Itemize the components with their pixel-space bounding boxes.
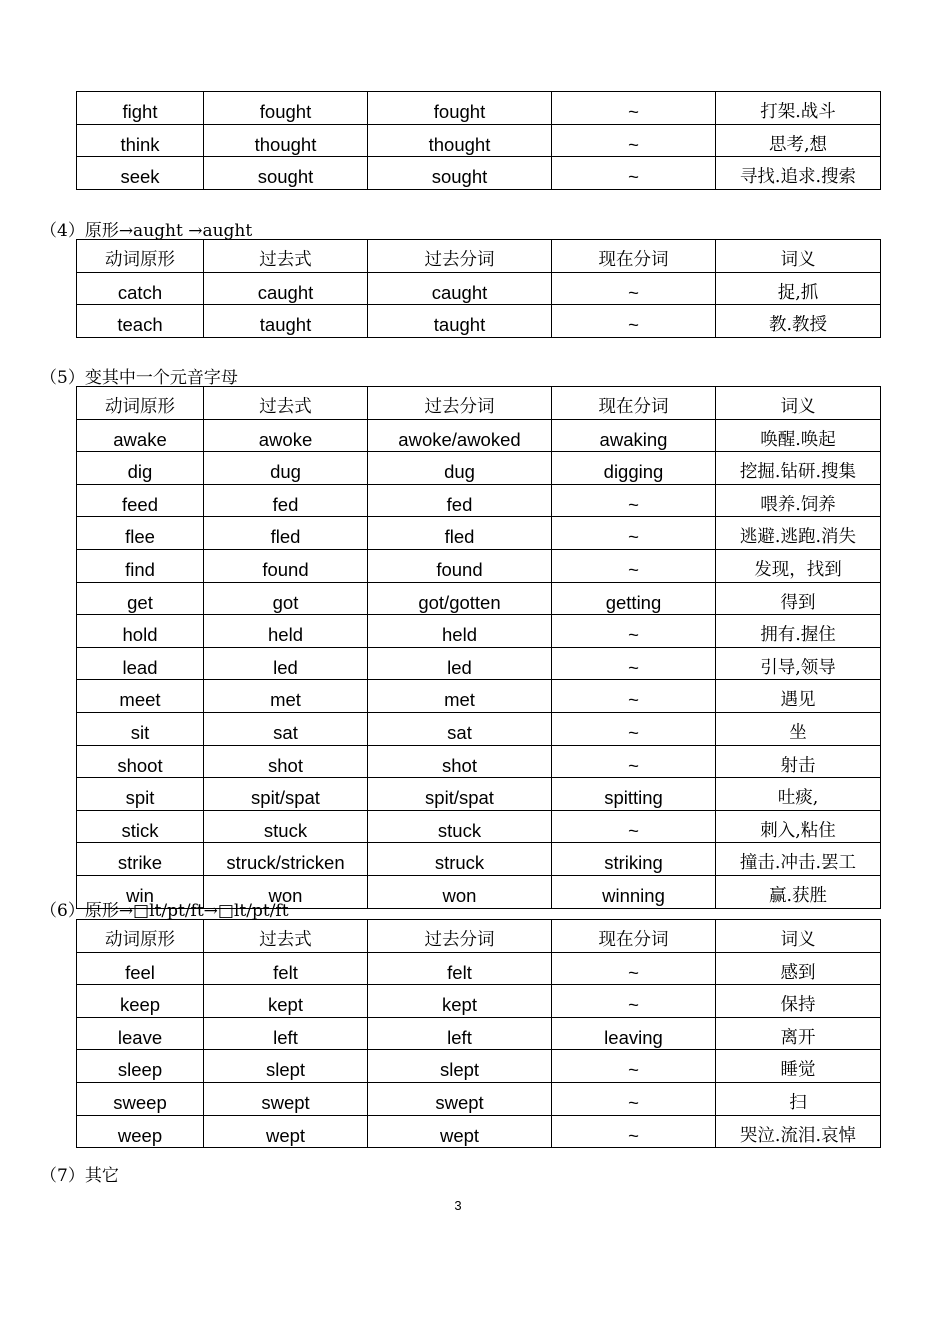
cell-past-tense: stuck (204, 810, 368, 843)
section-heading: （5）变其中一个元音字母 (40, 368, 238, 388)
cell-past-tense: swept (204, 1082, 368, 1115)
cell-past-participle: wept (368, 1115, 552, 1148)
cell-past-tense: kept (204, 985, 368, 1018)
table-row (77, 778, 881, 811)
cell-past-tense: found (204, 549, 368, 582)
table-row (77, 1115, 881, 1148)
table-row (77, 124, 881, 157)
cell-past-tense: sat (204, 712, 368, 745)
cell-present-participle: ~ (552, 157, 716, 190)
cell-past-participle: stuck (368, 810, 552, 843)
cell-past-tense: led (204, 647, 368, 680)
cell-meaning: 唤醒.唤起 (716, 419, 881, 452)
cell-meaning: 射击 (716, 745, 881, 778)
table-row (77, 419, 881, 452)
header-past-tense: 过去式 (204, 240, 368, 273)
header-meaning: 词义 (716, 387, 881, 420)
cell-past-tense: slept (204, 1050, 368, 1083)
header-base-form: 动词原形 (77, 920, 204, 953)
cell-past-participle: got/gotten (368, 582, 552, 615)
cell-meaning: 发现，找到 (716, 549, 881, 582)
cell-past-participle: awoke/awoked (368, 419, 552, 452)
cell-present-participle: ~ (552, 1082, 716, 1115)
cell-base-form: feed (77, 484, 204, 517)
header-present-participle: 现在分词 (552, 240, 716, 273)
cell-meaning: 感到 (716, 952, 881, 985)
cell-past-participle: spit/spat (368, 778, 552, 811)
cell-present-participle: spitting (552, 778, 716, 811)
cell-base-form: think (77, 124, 204, 157)
verb-table (76, 91, 881, 190)
cell-meaning: 寻找.追求.搜索 (716, 157, 881, 190)
cell-past-tense: held (204, 615, 368, 648)
cell-present-participle: ~ (552, 305, 716, 338)
section-heading: （4）原形→aught →aught (40, 221, 253, 241)
table-row (77, 452, 881, 485)
cell-present-participle: ~ (552, 272, 716, 305)
cell-past-participle: dug (368, 452, 552, 485)
cell-present-participle: winning (552, 875, 716, 908)
cell-present-participle: ~ (552, 745, 716, 778)
cell-meaning: 打架.战斗 (716, 92, 881, 125)
table-row (77, 549, 881, 582)
cell-base-form: win (77, 875, 204, 908)
cell-base-form: sit (77, 712, 204, 745)
cell-base-form: catch (77, 272, 204, 305)
header-past-participle: 过去分词 (368, 387, 552, 420)
cell-meaning: 逃避.逃跑.消失 (716, 517, 881, 550)
cell-base-form: keep (77, 985, 204, 1018)
cell-present-participle: ~ (552, 615, 716, 648)
cell-past-participle: caught (368, 272, 552, 305)
header-past-tense: 过去式 (204, 920, 368, 953)
table-row (77, 810, 881, 843)
table-row (77, 1050, 881, 1083)
header-past-participle: 过去分词 (368, 920, 552, 953)
cell-past-participle: fought (368, 92, 552, 125)
table-row (77, 745, 881, 778)
cell-present-participle: ~ (552, 1050, 716, 1083)
cell-past-participle: taught (368, 305, 552, 338)
cell-past-tense: won (204, 875, 368, 908)
cell-past-tense: shot (204, 745, 368, 778)
cell-past-participle: fed (368, 484, 552, 517)
table-row (77, 305, 881, 338)
cell-base-form: spit (77, 778, 204, 811)
cell-base-form: fight (77, 92, 204, 125)
table-header-row (77, 920, 881, 953)
cell-present-participle: ~ (552, 647, 716, 680)
cell-base-form: get (77, 582, 204, 615)
cell-past-tense: felt (204, 952, 368, 985)
header-base-form: 动词原形 (77, 387, 204, 420)
cell-meaning: 赢.获胜 (716, 875, 881, 908)
cell-past-tense: awoke (204, 419, 368, 452)
table-row (77, 680, 881, 713)
cell-present-participle: leaving (552, 1017, 716, 1050)
cell-past-tense: fled (204, 517, 368, 550)
cell-base-form: dig (77, 452, 204, 485)
cell-base-form: stick (77, 810, 204, 843)
cell-past-tense: wept (204, 1115, 368, 1148)
header-meaning: 词义 (716, 240, 881, 273)
verb-table (76, 919, 881, 1148)
cell-past-tense: left (204, 1017, 368, 1050)
cell-present-participle: ~ (552, 952, 716, 985)
cell-base-form: meet (77, 680, 204, 713)
cell-present-participle: ~ (552, 985, 716, 1018)
cell-present-participle: ~ (552, 712, 716, 745)
header-past-participle: 过去分词 (368, 240, 552, 273)
cell-past-participle: sought (368, 157, 552, 190)
cell-meaning: 挖掘.钻研.搜集 (716, 452, 881, 485)
cell-past-participle: slept (368, 1050, 552, 1083)
table-row (77, 843, 881, 876)
cell-base-form: flee (77, 517, 204, 550)
cell-present-participle: ~ (552, 549, 716, 582)
cell-meaning: 坐 (716, 712, 881, 745)
cell-present-participle: ~ (552, 517, 716, 550)
cell-meaning: 哭泣.流泪.哀悼 (716, 1115, 881, 1148)
cell-past-participle: felt (368, 952, 552, 985)
cell-past-participle: held (368, 615, 552, 648)
cell-base-form: hold (77, 615, 204, 648)
cell-meaning: 保持 (716, 985, 881, 1018)
cell-present-participle: awaking (552, 419, 716, 452)
cell-meaning: 引导,领导 (716, 647, 881, 680)
cell-meaning: 遇见 (716, 680, 881, 713)
cell-meaning: 拥有.握住 (716, 615, 881, 648)
cell-meaning: 扫 (716, 1082, 881, 1115)
cell-base-form: find (77, 549, 204, 582)
table-header-row (77, 387, 881, 420)
table-row (77, 1017, 881, 1050)
table-header-row (77, 240, 881, 273)
cell-base-form: weep (77, 1115, 204, 1148)
table-row (77, 952, 881, 985)
cell-base-form: teach (77, 305, 204, 338)
header-base-form: 动词原形 (77, 240, 204, 273)
cell-past-participle: shot (368, 745, 552, 778)
cell-meaning: 撞击.冲击.罢工 (716, 843, 881, 876)
cell-base-form: awake (77, 419, 204, 452)
table-row (77, 647, 881, 680)
cell-past-tense: struck/stricken (204, 843, 368, 876)
table-row (77, 272, 881, 305)
cell-past-tense: fed (204, 484, 368, 517)
cell-past-tense: caught (204, 272, 368, 305)
verb-table (76, 239, 881, 338)
header-meaning: 词义 (716, 920, 881, 953)
cell-present-participle: ~ (552, 124, 716, 157)
table-row (77, 157, 881, 190)
page-number: 3 (454, 1198, 462, 1213)
table-row (77, 1082, 881, 1115)
table-row (77, 517, 881, 550)
cell-meaning: 离开 (716, 1017, 881, 1050)
cell-past-participle: swept (368, 1082, 552, 1115)
cell-past-tense: spit/spat (204, 778, 368, 811)
cell-past-participle: led (368, 647, 552, 680)
cell-base-form: sweep (77, 1082, 204, 1115)
cell-present-participle: ~ (552, 1115, 716, 1148)
table-row (77, 582, 881, 615)
cell-base-form: leave (77, 1017, 204, 1050)
cell-past-participle: struck (368, 843, 552, 876)
cell-base-form: lead (77, 647, 204, 680)
cell-past-participle: fled (368, 517, 552, 550)
cell-past-participle: thought (368, 124, 552, 157)
cell-present-participle: ~ (552, 484, 716, 517)
cell-meaning: 得到 (716, 582, 881, 615)
cell-past-tense: dug (204, 452, 368, 485)
cell-meaning: 捉,抓 (716, 272, 881, 305)
header-past-tense: 过去式 (204, 387, 368, 420)
cell-past-participle: sat (368, 712, 552, 745)
cell-meaning: 刺入,粘住 (716, 810, 881, 843)
header-present-participle: 现在分词 (552, 920, 716, 953)
cell-past-tense: met (204, 680, 368, 713)
cell-present-participle: striking (552, 843, 716, 876)
cell-past-tense: taught (204, 305, 368, 338)
section-heading: （6）原形→□lt/pt/ft→□lt/pt/ft (40, 901, 289, 921)
cell-past-participle: kept (368, 985, 552, 1018)
table-row (77, 92, 881, 125)
table-row (77, 985, 881, 1018)
cell-base-form: seek (77, 157, 204, 190)
cell-meaning: 吐痰, (716, 778, 881, 811)
cell-past-participle: met (368, 680, 552, 713)
cell-meaning: 教.教授 (716, 305, 881, 338)
cell-present-participle: ~ (552, 680, 716, 713)
cell-past-participle: won (368, 875, 552, 908)
cell-meaning: 喂养.饲养 (716, 484, 881, 517)
section-heading-other: （7）其它 (40, 1166, 119, 1186)
table-row (77, 484, 881, 517)
cell-base-form: strike (77, 843, 204, 876)
cell-present-participle: ~ (552, 810, 716, 843)
cell-past-tense: fought (204, 92, 368, 125)
cell-present-participle: ~ (552, 92, 716, 125)
cell-base-form: feel (77, 952, 204, 985)
cell-present-participle: digging (552, 452, 716, 485)
cell-meaning: 思考,想 (716, 124, 881, 157)
verb-table (76, 386, 881, 909)
cell-past-participle: left (368, 1017, 552, 1050)
cell-past-tense: sought (204, 157, 368, 190)
cell-past-tense: got (204, 582, 368, 615)
table-row (77, 615, 881, 648)
header-present-participle: 现在分词 (552, 387, 716, 420)
cell-base-form: shoot (77, 745, 204, 778)
cell-meaning: 睡觉 (716, 1050, 881, 1083)
cell-past-participle: found (368, 549, 552, 582)
cell-past-tense: thought (204, 124, 368, 157)
cell-present-participle: getting (552, 582, 716, 615)
cell-base-form: sleep (77, 1050, 204, 1083)
table-row (77, 712, 881, 745)
